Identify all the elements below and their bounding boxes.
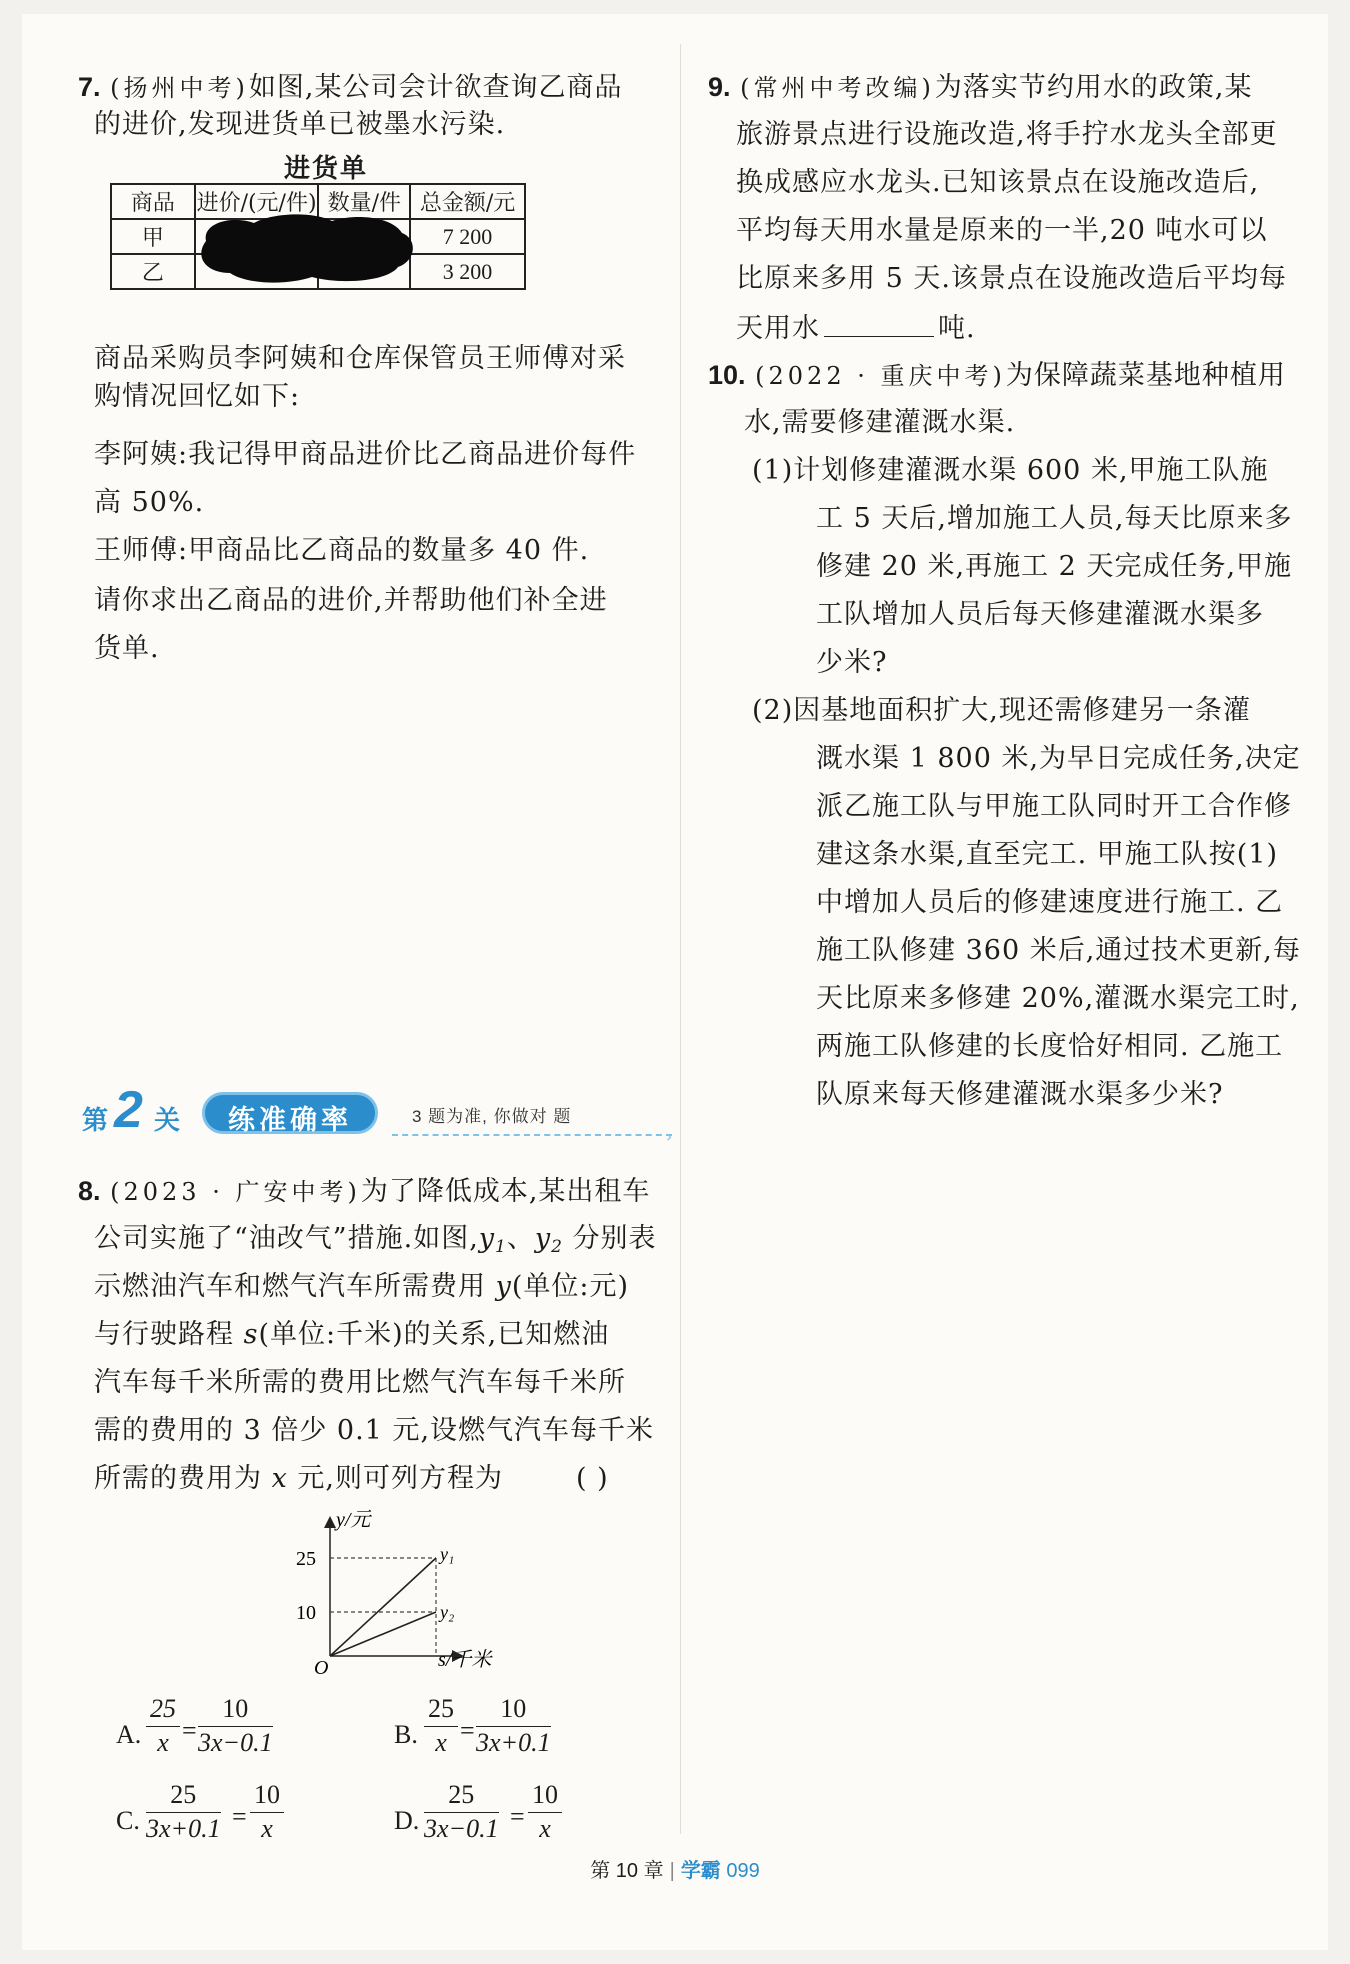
q10-text: 工 5 天后,增加施工人员,每天比原来多	[816, 503, 1293, 534]
q8-graph	[290, 1504, 540, 1674]
fraction: $\frac{25}{x}$	[146, 1694, 180, 1759]
option-d[interactable]: D. $\frac{25}{3x-0.1}$ = $\frac{10}{x}$	[394, 1780, 594, 1850]
q9-line1: 9. (常州中考改编)为落实节约用水的政策,某	[708, 72, 1253, 103]
q10-part2: (2)因基地面积扩大,现还需修建另一条灌	[752, 695, 1251, 726]
banner-dashed-line	[392, 1134, 672, 1136]
fraction: $\frac{10}{3x-0.1}$	[198, 1694, 273, 1757]
fraction: $\frac{25}{3x+0.1}$	[146, 1780, 221, 1843]
fraction: $\frac{10}{x}$	[528, 1780, 562, 1845]
q7-text: 请你求出乙商品的进价,并帮助他们补全进	[94, 585, 608, 616]
y-axis-label: y/元	[336, 1509, 371, 1531]
total-cell: 3 200	[410, 254, 525, 289]
page-footer: 第 10 章 | 学霸 099	[590, 1860, 760, 1882]
header-cell: 数量/件	[318, 184, 410, 219]
q10-text: 派乙施工队与甲施工队同时开工合作修	[816, 791, 1292, 822]
q9-text: 平均每天用水量是原来的一半,20 吨水可以	[736, 215, 1268, 246]
total-cell: 7 200	[410, 219, 525, 254]
option-b[interactable]: B. $\frac{25}{x}$ = $\frac{10}{3x+0.1}$	[394, 1694, 551, 1757]
q10-text: 施工队修建 360 米后,通过技术更新,每	[816, 935, 1301, 966]
fraction: $\frac{10}{x}$	[250, 1780, 284, 1845]
section-banner	[82, 1081, 682, 1156]
q9-text: 旅游景点进行设施改造,将手拧水龙头全部更	[736, 119, 1278, 150]
footer-brand: 学霸	[680, 1860, 721, 1882]
q8-line4: 与行驶路程 s(单位:千米)的关系,已知燃油	[94, 1319, 610, 1350]
q7-text: 李阿姨:我记得甲商品进价比乙商品进价每件	[94, 439, 637, 470]
banner-note: 3 题为准, 你做对 题	[412, 1107, 572, 1126]
q10-text: 溉水渠 1 800 米,为早日完成任务,决定	[816, 743, 1301, 774]
q10-text: 修建 20 米,再施工 2 天完成任务,甲施	[816, 551, 1293, 582]
arrow-right-icon: ›	[666, 1127, 673, 1146]
q10-part1: (1)计划修建灌溉水渠 600 米,甲施工队施	[752, 455, 1269, 486]
q8-line5: 汽车每千米所需的费用比燃气汽车每千米所	[94, 1367, 626, 1398]
q8-line1: 8. (2023 · 广安中考)为了降低成本,某出租车	[78, 1176, 651, 1207]
row-name: 乙	[111, 254, 195, 289]
fraction: $\frac{10}{3x+0.1}$	[476, 1694, 551, 1757]
q9-text: 换成感应水龙头.已知该景点在设施改造后,	[736, 167, 1260, 198]
q8-source: (2023 · 广安中考)	[110, 1178, 361, 1206]
q8-number: 8.	[78, 1176, 101, 1206]
q8-answer-paren: ( )	[576, 1463, 609, 1494]
table-title: 进货单	[284, 154, 369, 184]
q10-number: 10.	[708, 360, 746, 390]
q9-text: 比原来多用 5 天.该景点在设施改造后平均每	[736, 263, 1287, 294]
q10-line1: 10. (2022 · 重庆中考)为保障蔬菜基地种植用	[708, 360, 1286, 391]
q7-line2: 的进价,发现进货单已被墨水污染.	[94, 109, 506, 140]
y1-label: y₁	[440, 1544, 455, 1564]
q10-text: 水,需要修建灌溉水渠.	[744, 407, 1016, 438]
q10-text: 天比原来多修建 20%,灌溉水渠完工时,	[816, 983, 1300, 1014]
q8-line2: 公司实施了“油改气”措施.如图$,y_1$、$y_2$ 分别表	[94, 1223, 657, 1257]
page-number: 099	[726, 1860, 760, 1882]
header-cell: 进价/(元/件)	[195, 184, 319, 219]
fraction: $\frac{25}{x}$	[424, 1694, 458, 1759]
tick-25: 25	[296, 1548, 316, 1570]
q10-source: (2022 · 重庆中考)	[755, 362, 1006, 390]
q10-text: 少米?	[816, 647, 888, 678]
line-y1	[330, 1558, 436, 1656]
q7-number: 7.	[78, 72, 101, 102]
tick-10: 10	[296, 1602, 316, 1624]
q9-source: (常州中考改编)	[740, 74, 935, 102]
banner-di: 第	[82, 1105, 109, 1135]
origin-label: O	[314, 1657, 329, 1674]
x-axis-label: s/千米	[438, 1649, 492, 1671]
q7-text: 王师傅:甲商品比乙商品的数量多 40 件.	[94, 535, 590, 566]
q7-text: 货单.	[94, 633, 160, 664]
q10-text: 队原来每天修建灌溉水渠多少米?	[816, 1079, 1224, 1110]
q7-text: 高 50%.	[94, 487, 205, 518]
q10-text: 两施工队修建的长度恰好相同. 乙施工	[816, 1031, 1284, 1062]
answer-blank[interactable]	[824, 312, 934, 337]
page	[22, 14, 1328, 1950]
q10-text: 工队增加人员后每天修建灌溉水渠多	[816, 599, 1264, 630]
ink-blot-icon	[192, 211, 418, 287]
y2-label: y₂	[440, 1602, 455, 1622]
q8-line7: 所需的费用为 x 元,则可列方程为	[94, 1463, 504, 1494]
q8-line6: 需的费用的 3 倍少 0.1 元,设燃气汽车每千米	[94, 1415, 655, 1446]
banner-number: 2	[114, 1081, 143, 1139]
q7-source: (扬州中考)	[110, 74, 249, 102]
option-c[interactable]: C. $\frac{25}{3x+0.1}$ = $\frac{10}{x}$	[116, 1780, 316, 1850]
header-cell: 总金额/元	[410, 184, 525, 219]
banner-title-pill	[202, 1092, 378, 1134]
q7-text: 商品采购员李阿姨和仓库保管员王师傅对采	[94, 343, 626, 374]
q8-line3: 示燃油汽车和燃气汽车所需费用 y(单位:元)	[94, 1271, 630, 1302]
column-divider	[680, 44, 681, 1834]
row-name: 甲	[111, 219, 195, 254]
q10-text: 建这条水渠,直至完工. 甲施工队按(1)	[816, 839, 1278, 870]
q9-number: 9.	[708, 72, 731, 102]
header-cell: 商品	[111, 184, 195, 219]
q10-text: 中增加人员后的修建速度进行施工. 乙	[816, 887, 1284, 918]
banner-title: 练准确率	[228, 1105, 352, 1135]
fraction: $\frac{25}{3x-0.1}$	[424, 1780, 499, 1843]
option-a[interactable]: A. $\frac{25}{x}$ = $\frac{10}{3x-0.1}$	[116, 1694, 273, 1757]
banner-guan: 关	[154, 1105, 181, 1135]
q9-last-line: 天用水 吨.	[736, 313, 976, 344]
q7-text: 购情况回忆如下:	[94, 381, 301, 412]
footer-chapter: 第 10 章	[590, 1860, 664, 1882]
line-y2	[330, 1612, 436, 1656]
q7-line1: 7. (扬州中考)如图,某公司会计欲查询乙商品	[78, 72, 623, 103]
